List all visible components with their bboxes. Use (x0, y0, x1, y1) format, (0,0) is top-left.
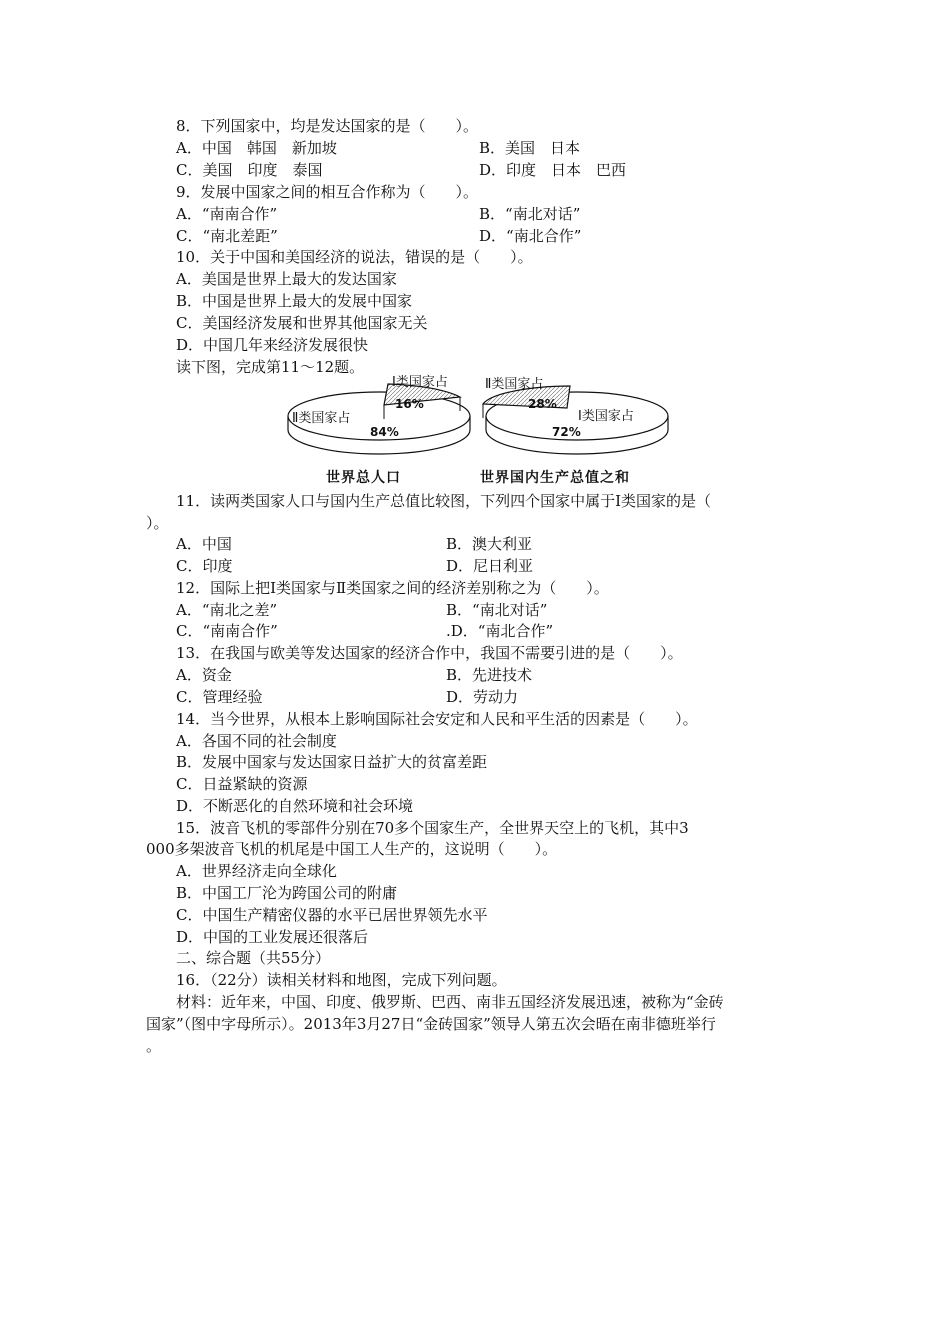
right-big-pct: 72% (552, 425, 581, 439)
q10-option-d: D．中国几年来经济发展很快 (176, 336, 369, 354)
q10-option-a: A．美国是世界上最大的发达国家 (176, 270, 397, 288)
q12-option-b: B．“南北对话” (446, 601, 548, 619)
q14-option-b: B．发展中国家与发达国家日益扩大的贫富差距 (176, 753, 488, 771)
left-top-label: Ⅰ类国家占 (392, 375, 448, 390)
q16-material-line1: 材料：近年来，中国、印度、俄罗斯、巴西、南非五国经济发展迅速，被称为“金砖 (176, 993, 724, 1011)
q10-option-c: C．美国经济发展和世界其他国家无关 (176, 314, 428, 332)
q12-stem: 12．国际上把Ⅰ类国家与Ⅱ类国家之间的经济差别称之为（ ）。 (176, 579, 609, 597)
q9-option-a: A．“南南合作” (176, 205, 278, 223)
q9-option-d: D．“南北合作” (479, 227, 582, 245)
q9-option-b: B．“南北对话” (479, 205, 581, 223)
q10-option-b: B．中国是世界上最大的发展中国家 (176, 292, 413, 310)
q14-option-a: A．各国不同的社会制度 (176, 732, 337, 750)
q16-material-line3: 。 (146, 1037, 162, 1055)
q14-option-c: C．日益紧缺的资源 (176, 775, 308, 793)
q8-option-b: B．美国 日本 (479, 139, 581, 157)
q8-option-d: D．印度 日本 巴西 (479, 161, 627, 179)
q15-option-d: D．中国的工业发展还很落后 (176, 928, 369, 946)
right-side-label: Ⅰ类国家占 (578, 409, 634, 424)
q16-stem: 16．（22分）读相关材料和地图，完成下列问题。 (176, 971, 507, 989)
q11-option-a: A．中国 (176, 535, 232, 553)
pie-figure (280, 370, 680, 488)
q13-option-b: B．先进技术 (446, 666, 533, 684)
q12-option-d: .D．“南北合作” (446, 622, 554, 640)
q13-option-d: D．劳动力 (446, 688, 519, 706)
figure-intro: 读下图，完成第11～12题。 (176, 358, 365, 376)
q10-stem: 10．关于中国和美国经济的说法，错误的是（ ）。 (176, 248, 533, 266)
left-side-label: Ⅱ类国家占 (292, 411, 351, 426)
left-caption: 世界总人口 (326, 470, 401, 486)
left-big-pct: 84% (370, 425, 399, 439)
q8-option-a: A．中国 韩国 新加坡 (176, 139, 337, 157)
q9-option-c: C．“南北差距” (176, 227, 278, 245)
q13-option-c: C．管理经验 (176, 688, 263, 706)
q15-option-c: C．中国生产精密仪器的水平已居世界领先水平 (176, 906, 488, 924)
right-caption: 世界国内生产总值之和 (480, 470, 630, 486)
q11-option-d: D．尼日利亚 (446, 557, 534, 575)
left-small-pct: 16% (395, 397, 424, 411)
q11-option-b: B．澳大利亚 (446, 535, 533, 553)
q12-option-c: C．“南南合作” (176, 622, 278, 640)
q15-option-b: B．中国工厂沦为跨国公司的附庸 (176, 884, 398, 902)
q13-option-a: A．资金 (176, 666, 232, 684)
q11-option-c: C．印度 (176, 557, 233, 575)
q14-option-d: D．不断恶化的自然环境和社会环境 (176, 797, 414, 815)
q15-option-a: A．世界经济走向全球化 (176, 862, 337, 880)
q8-option-c: C．美国 印度 泰国 (176, 161, 323, 179)
q16-material-line2: 国家”（图中字母所示）。2013年3月27日“金砖国家”领导人第五次会晤在南非德班举行 (146, 1015, 716, 1033)
q9-stem: 9．发展中国家之间的相互合作称为（ ）。 (176, 183, 479, 201)
q13-stem: 13．在我国与欧美等发达国家的经济合作中，我国不需要引进的是（ ）。 (176, 644, 683, 662)
q11-stem-line1: 11．读两类国家人口与国内生产总值比较图，下列四个国家中属于Ⅰ类国家的是（ (176, 492, 712, 510)
q8-stem: 8．下列国家中，均是发达国家的是（ ）。 (176, 117, 479, 135)
q14-stem: 14．当今世界，从根本上影响国际社会安定和人民和平生活的因素是（ ）。 (176, 710, 698, 728)
right-pie (483, 386, 668, 454)
q11-stem-line2: ）。 (146, 514, 169, 532)
q12-option-a: A．“南北之差” (176, 601, 278, 619)
right-top-label: Ⅱ类国家占 (485, 377, 544, 392)
section-2-heading: 二、综合题（共55分） (176, 949, 331, 967)
right-small-pct: 28% (528, 397, 557, 411)
q15-stem-line1: 15．波音飞机的零部件分别在70多个国家生产，全世界天空上的飞机，其中3 (176, 819, 689, 837)
q15-stem-line2: 000多架波音飞机的机尾是中国工人生产的，这说明（ ）。 (146, 840, 558, 858)
